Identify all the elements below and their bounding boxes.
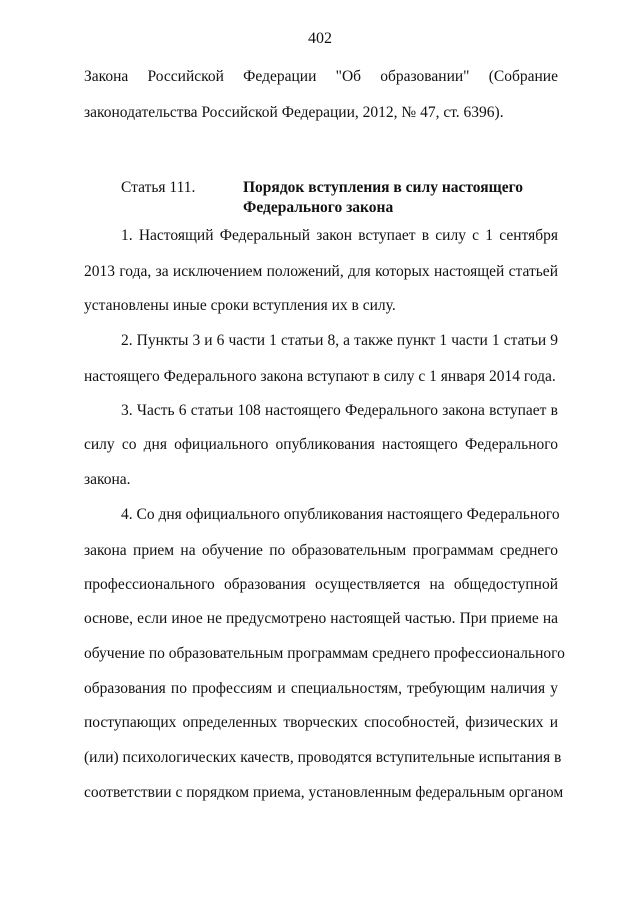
article-label: Статья 111.	[121, 179, 196, 196]
paragraph-line: основе, если иное не предусмотрено настоящей частью. При приеме на	[84, 610, 558, 627]
paragraph-line: профессионального образования осуществляется на общедоступной	[84, 576, 558, 593]
paragraph-line: закона.	[84, 471, 131, 488]
paragraph-line: 2. Пункты 3 и 6 части 1 статьи 8, а также пункт 1 части 1 статьи 9	[121, 332, 558, 349]
intro-line: законодательства Российской Федерации, 2012, № 47, ст. 6396).	[84, 104, 504, 121]
paragraph-line: (или) психологических качеств, проводятся вступительные испытания в	[84, 749, 562, 766]
paragraph-line: установлены иные сроки вступления их в силу.	[84, 297, 396, 314]
intro-line: Закона Российской Федерации "Об образовании" (Собрание	[84, 68, 558, 85]
paragraph-line: образования по профессиям и специальностям, требующим наличия у	[84, 680, 558, 697]
paragraph-line: соответствии с порядком приема, установленным федеральным органом	[84, 784, 564, 801]
page-number: 402	[308, 30, 332, 47]
article-title-line: Порядок вступления в силу настоящего	[243, 179, 523, 196]
article-title	[243, 178, 523, 218]
paragraph-line: 3. Часть 6 статьи 108 настоящего Федерального закона вступает в	[121, 402, 558, 419]
article-title-line: Федерального закона	[243, 199, 394, 216]
paragraph-line: 1. Настоящий Федеральный закон вступает в силу с 1 сентября	[121, 227, 558, 244]
paragraph-line: закона прием на обучение по образовательным программам среднего	[84, 542, 558, 559]
paragraph-line: поступающих определенных творческих способностей, физических и	[84, 714, 558, 731]
paragraph-line: настоящего Федерального закона вступают в силу с 1 января 2014 года.	[84, 368, 556, 385]
paragraph-line: 2013 года, за исключением положений, для которых настоящей статьей	[84, 263, 558, 280]
paragraph-line: 4. Со дня официального опубликования настоящего Федерального	[121, 506, 560, 523]
paragraph-line: обучение по образовательным программам среднего профессионального	[84, 645, 565, 662]
paragraph-line: силу со дня официального опубликования настоящего Федерального	[84, 436, 558, 453]
